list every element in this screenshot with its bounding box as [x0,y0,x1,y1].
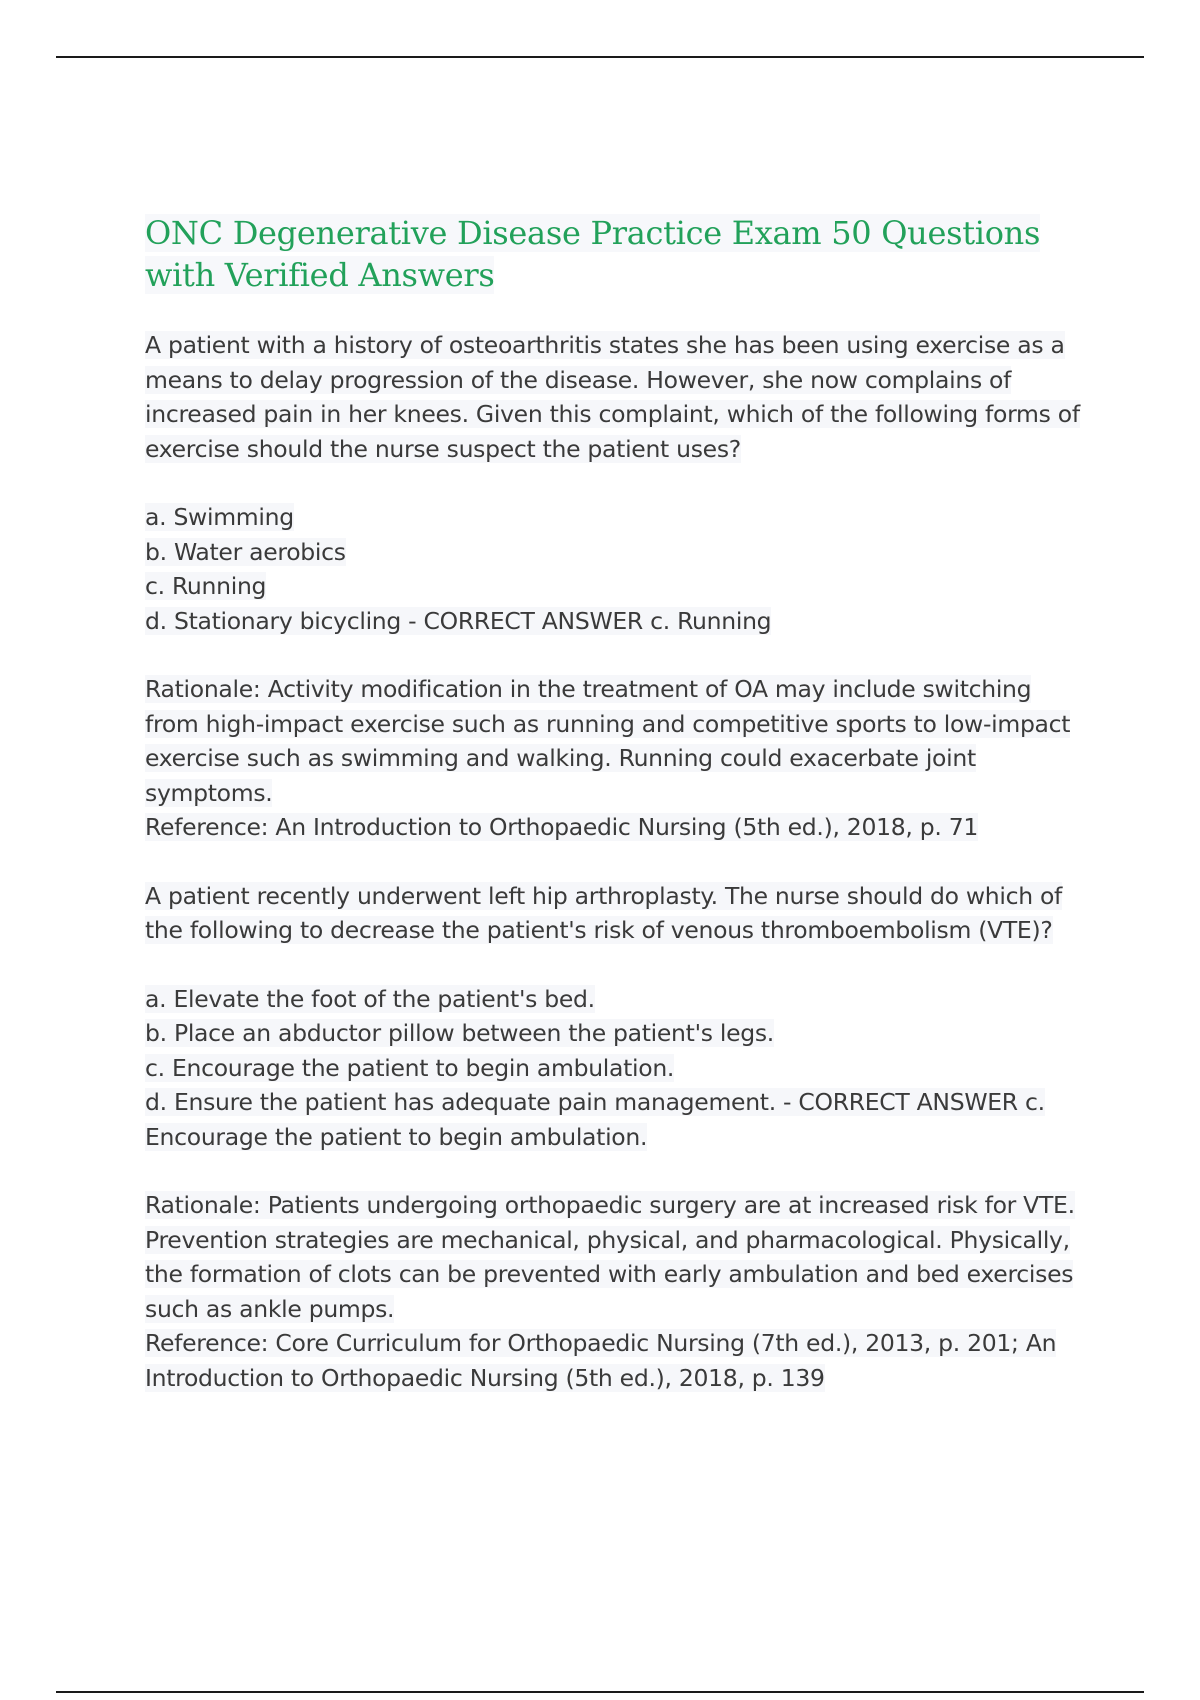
question-1-option-d [145,604,1085,639]
document-title-text: ONC Degenerative Disease Practice Exam 50 Questions with Verified Answers [145,214,1041,294]
option-text: a. Elevate the foot of the patient's bed. [145,984,595,1013]
option-text: d. Stationary bicycling - CORRECT ANSWER c. Running [145,606,772,635]
option-text: c. Encourage the patient to begin ambulation. [145,1053,675,1082]
option-text: c. Running [145,572,267,600]
question-1-options [145,500,1085,638]
question-1-stem [145,328,1085,466]
question-2-rationale-block [145,1188,1085,1395]
question-1-stem-text: A patient with a history of osteoarthritis states she has been using exercise as a means to delay progression of the disease. However, she now complains of increased pain in her knees. Given this complaint, which of the following forms of exercise should the nurse suspect the patient uses? [145,331,1080,463]
rationale-text: Rationale: Activity modification in the treatment of OA may include switching from high-impact exercise such as running and competitive sports to low-impact exercise such as swimming and walking. Running could exacerbate joint symptoms. [145,675,1071,807]
question-1-option-a [145,500,1085,535]
option-text: d. Ensure the patient has adequate pain management. - CORRECT ANSWER c. Encourage the patient to begin ambulation. [145,1088,1045,1151]
option-text: b. Water aerobics [145,537,346,566]
question-1-rationale [145,672,1085,810]
footer-rule [56,1691,1144,1693]
reference-text: Reference: An Introduction to Orthopaedic Nursing (5th ed.), 2018, p. 71 [145,813,979,841]
document-body [145,212,1085,1429]
question-2-option-a [145,982,1085,1017]
reference-text: Reference: Core Curriculum for Orthopaedic Nursing (7th ed.), 2013, p. 201; An Introduction to Orthopaedic Nursing (5th ed.), 2018, p. 139 [145,1329,1057,1392]
question-2-stem [145,879,1085,948]
document-title [145,212,1085,296]
question-2-option-c [145,1051,1085,1086]
question-2-reference [145,1326,1085,1395]
rationale-text: Rationale: Patients undergoing orthopaedic surgery are at increased risk for VTE. Prevention strategies are mechanical, physical, and pharmacological. Physically, the formation of clots can be prevented with early ambulation and bed exercises such as ankle pumps. [145,1191,1075,1323]
question-1-option-c [145,569,1085,604]
option-text: a. Swimming [145,503,294,531]
option-text: b. Place an abductor pillow between the patient's legs. [145,1019,774,1047]
question-2-option-d [145,1085,1085,1154]
question-2-options [145,982,1085,1155]
question-1-rationale-block [145,672,1085,845]
question-1-option-b [145,535,1085,570]
question-2-option-b [145,1016,1085,1051]
header-rule [56,56,1144,58]
question-2-rationale [145,1188,1085,1326]
question-2-stem-text: A patient recently underwent left hip arthroplasty. The nurse should do which of the following to decrease the patient's risk of venous thromboembolism (VTE)? [145,881,1063,944]
question-1-reference [145,810,1085,845]
